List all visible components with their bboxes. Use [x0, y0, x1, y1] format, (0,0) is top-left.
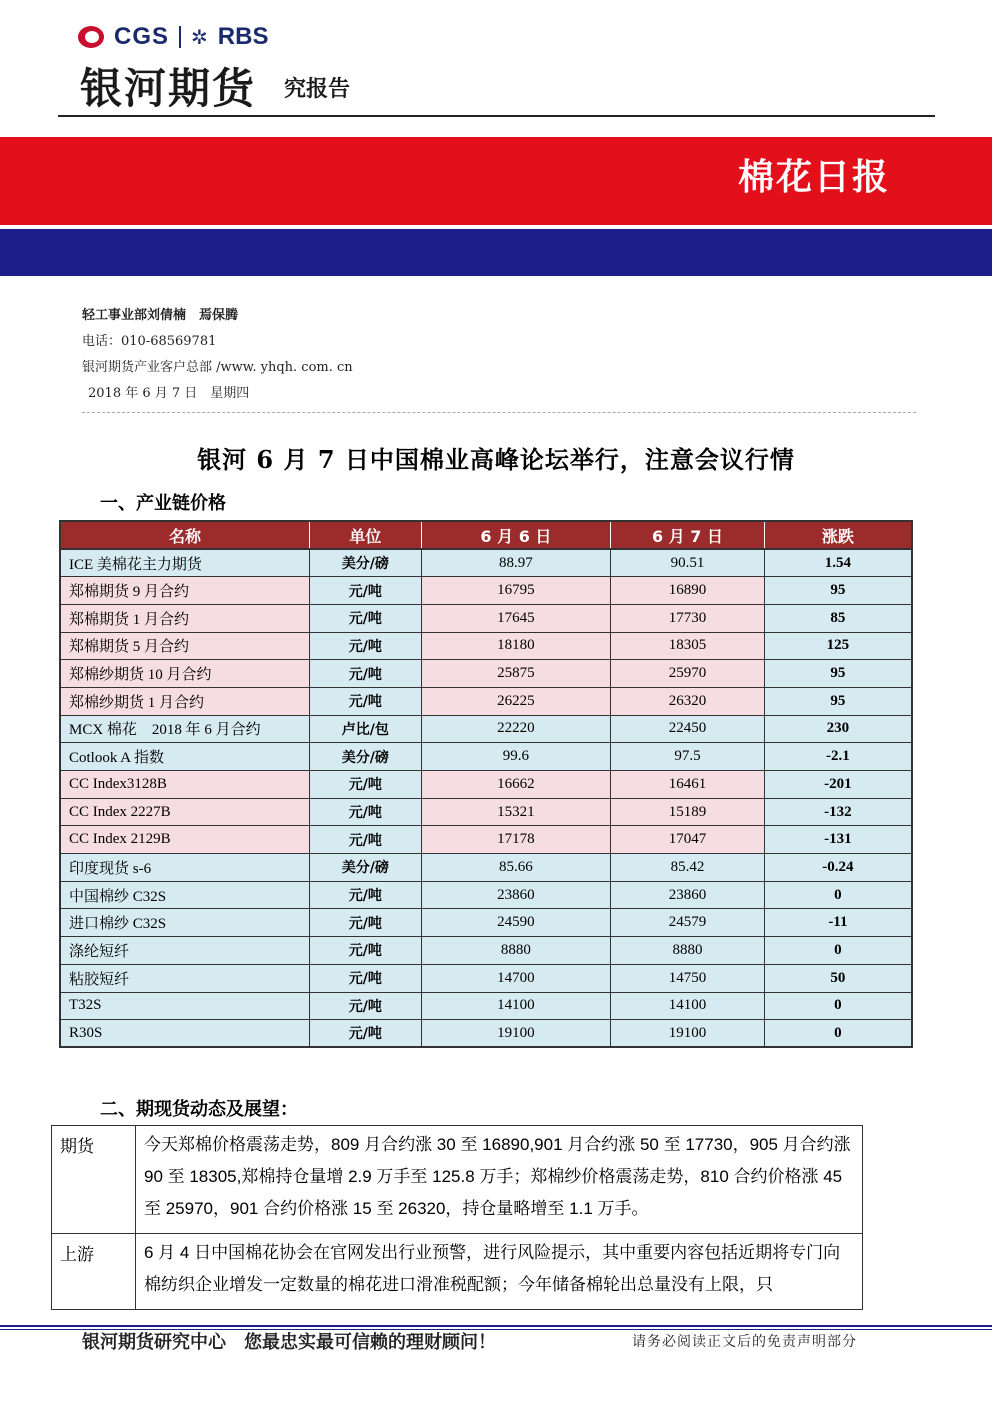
table-row: [60, 660, 912, 688]
cell-unit: 元/吨: [309, 632, 421, 660]
cell-value-date2: 15189: [611, 798, 765, 826]
cell-value-date1: 99.6: [421, 743, 611, 771]
cell-value-date1: 15321: [421, 798, 611, 826]
table-row: [60, 937, 912, 965]
cell-name: Cotlook A 指数: [60, 743, 309, 771]
cell-value-date1: 14100: [421, 992, 611, 1020]
table-row: [60, 826, 912, 854]
cell-value-date1: 17645: [421, 604, 611, 632]
cell-unit: 元/吨: [309, 964, 421, 992]
logo: [78, 22, 268, 52]
table-row: [60, 743, 912, 771]
cell-value-date1: 85.66: [421, 854, 611, 882]
outlook-text: 今天郑棉价格震荡走势，809 月合约涨 30 至 16890,901 月合约涨 50 至 17730，905 月合约涨 90 至 18305,郑棉持仓量增 2.9 万手至 125.8 万手；郑棉纱价格震荡走势，810 合约价格涨 45 至 25970，901 合约价格涨 15 至 26320，持仓量略增至 1.1 万手。: [136, 1126, 863, 1234]
cell-name: 郑棉期货 1 月合约: [60, 604, 309, 632]
table-row: [60, 798, 912, 826]
outlook-label: 上游: [52, 1234, 136, 1310]
logo-divider: [179, 26, 181, 48]
cell-name: CC Index 2227B: [60, 798, 309, 826]
cell-change: 0: [764, 937, 912, 965]
cell-value-date2: 19100: [611, 1020, 765, 1048]
cell-name: 印度现货 s-6: [60, 854, 309, 882]
cell-unit: 元/吨: [309, 660, 421, 688]
cell-unit: 美分/磅: [309, 743, 421, 771]
outlook-label: 期货: [52, 1126, 136, 1234]
cell-change: -131: [764, 826, 912, 854]
cell-change: 1.54: [764, 549, 912, 577]
cell-change: -2.1: [764, 743, 912, 771]
section-title-outlook: 二、期现货动态及展望：: [100, 1099, 298, 1120]
outlook-text: 6 月 4 日中国棉花协会在官网发出行业预警，进行风险提示，其中重要内容包括近期将专门向棉纺织企业增发一定数量的棉花进口滑准税配额；今年储备棉轮出总量没有上限，只: [136, 1234, 863, 1310]
cell-unit: 美分/磅: [309, 549, 421, 577]
cell-unit: 元/吨: [309, 826, 421, 854]
cell-unit: 元/吨: [309, 937, 421, 965]
cell-change: -11: [764, 909, 912, 937]
cell-name: 粘胶短纤: [60, 964, 309, 992]
outlook-table: [51, 1125, 863, 1310]
cell-value-date1: 25875: [421, 660, 611, 688]
cell-unit: 元/吨: [309, 992, 421, 1020]
cell-value-date2: 16890: [611, 577, 765, 605]
col-header-date2: 6 月 7 日: [611, 521, 765, 549]
cell-change: -201: [764, 771, 912, 799]
cell-value-date2: 90.51: [611, 549, 765, 577]
col-header-name: 名称: [60, 521, 309, 549]
cell-name: 中国棉纱 C32S: [60, 881, 309, 909]
table-row: [60, 964, 912, 992]
author-line: 轻工事业部刘倩楠 焉保腾: [82, 308, 239, 323]
cell-unit: 元/吨: [309, 881, 421, 909]
outlook-row-futures: [52, 1126, 863, 1234]
footer-disclaimer: 请务必阅读正文后的免责声明部分: [632, 1334, 857, 1350]
cell-unit: 美分/磅: [309, 854, 421, 882]
cell-unit: 元/吨: [309, 1020, 421, 1048]
table-row: [60, 992, 912, 1020]
table-row: [60, 1020, 912, 1048]
cell-value-date2: 17730: [611, 604, 765, 632]
cell-name: 郑棉纱期货 10 月合约: [60, 660, 309, 688]
cell-value-date2: 17047: [611, 826, 765, 854]
cell-change: 85: [764, 604, 912, 632]
cell-value-date2: 14100: [611, 992, 765, 1020]
meta-divider: [82, 412, 916, 413]
cell-change: 230: [764, 715, 912, 743]
cell-name: 郑棉纱期货 1 月合约: [60, 687, 309, 715]
rbs-logo-text: RBS: [217, 23, 269, 50]
date-line: 2018 年 6 月 7 日 星期四: [88, 386, 250, 401]
col-header-date1: 6 月 6 日: [421, 521, 611, 549]
cell-name: T32S: [60, 992, 309, 1020]
cell-change: 0: [764, 1020, 912, 1048]
cell-value-date2: 18305: [611, 632, 765, 660]
cell-change: 95: [764, 687, 912, 715]
cell-value-date1: 23860: [421, 881, 611, 909]
cgs-logo-text: CGS: [114, 23, 170, 50]
brand-name: 银河期货: [80, 64, 257, 113]
footer-slogan: 银河期货研究中心 您最忠实最可信赖的理财顾问！: [82, 1332, 496, 1353]
cell-name: 郑棉期货 5 月合约: [60, 632, 309, 660]
table-row: [60, 687, 912, 715]
cell-name: MCX 棉花 2018 年 6 月合约: [60, 715, 309, 743]
cell-value-date1: 8880: [421, 937, 611, 965]
cell-unit: 元/吨: [309, 798, 421, 826]
cell-value-date2: 14750: [611, 964, 765, 992]
cell-unit: 元/吨: [309, 577, 421, 605]
table-row: [60, 881, 912, 909]
cell-unit: 卢比/包: [309, 715, 421, 743]
table-row: [60, 771, 912, 799]
cell-change: 125: [764, 632, 912, 660]
cell-value-date1: 88.97: [421, 549, 611, 577]
table-row: [60, 909, 912, 937]
cell-change: 0: [764, 881, 912, 909]
cell-name: ICE 美棉花主力期货: [60, 549, 309, 577]
cell-value-date2: 25970: [611, 660, 765, 688]
cell-value-date2: 23860: [611, 881, 765, 909]
col-header-unit: 单位: [309, 521, 421, 549]
cell-unit: 元/吨: [309, 604, 421, 632]
cell-name: CC Index3128B: [60, 771, 309, 799]
cell-change: -0.24: [764, 854, 912, 882]
cell-value-date1: 18180: [421, 632, 611, 660]
title-banner: [0, 137, 992, 225]
headline: 银河 6 月 7 日中国棉业高峰论坛举行，注意会议行情: [197, 445, 795, 474]
report-type: 究报告: [284, 77, 351, 102]
table-row: [60, 632, 912, 660]
cell-unit: 元/吨: [309, 687, 421, 715]
cell-value-date1: 14700: [421, 964, 611, 992]
cell-change: 50: [764, 964, 912, 992]
cell-change: 95: [764, 577, 912, 605]
table-row: [60, 854, 912, 882]
cell-unit: 元/吨: [309, 771, 421, 799]
cell-value-date1: 19100: [421, 1020, 611, 1048]
cell-value-date1: 26225: [421, 687, 611, 715]
cell-name: R30S: [60, 1020, 309, 1048]
cell-name: CC Index 2129B: [60, 826, 309, 854]
table-row: [60, 604, 912, 632]
cell-value-date2: 8880: [611, 937, 765, 965]
cell-change: 95: [764, 660, 912, 688]
website-line[interactable]: 银河期货产业客户总部 /www. yhqh. com. cn: [82, 360, 353, 375]
price-table: [59, 520, 913, 1048]
rbs-logo-icon: ✲: [191, 25, 208, 49]
header-divider: [58, 115, 935, 117]
cell-value-date1: 17178: [421, 826, 611, 854]
footer-divider: [0, 1325, 992, 1327]
table-row: [60, 577, 912, 605]
cell-value-date1: 24590: [421, 909, 611, 937]
report-title: 棉花日报: [737, 157, 890, 198]
price-table-header: [60, 521, 912, 549]
cell-value-date2: 26320: [611, 687, 765, 715]
cell-value-date2: 22450: [611, 715, 765, 743]
phone-line: 电话：010-68569781: [82, 334, 217, 349]
cell-value-date2: 24579: [611, 909, 765, 937]
cell-value-date1: 22220: [421, 715, 611, 743]
cgs-logo-icon: [78, 26, 104, 48]
cell-value-date2: 97.5: [611, 743, 765, 771]
col-header-change: 涨跌: [764, 521, 912, 549]
table-row: [60, 549, 912, 577]
cell-value-date2: 85.42: [611, 854, 765, 882]
cell-value-date2: 16461: [611, 771, 765, 799]
cell-name: 郑棉期货 9 月合约: [60, 577, 309, 605]
cell-change: 0: [764, 992, 912, 1020]
cell-change: -132: [764, 798, 912, 826]
cell-unit: 元/吨: [309, 909, 421, 937]
cell-name: 涤纶短纤: [60, 937, 309, 965]
blue-band: [0, 229, 992, 276]
cell-value-date1: 16662: [421, 771, 611, 799]
table-row: [60, 715, 912, 743]
cell-name: 进口棉纱 C32S: [60, 909, 309, 937]
cell-value-date1: 16795: [421, 577, 611, 605]
outlook-row-upstream: [52, 1234, 863, 1310]
section-title-prices: 一、产业链价格: [100, 493, 226, 514]
